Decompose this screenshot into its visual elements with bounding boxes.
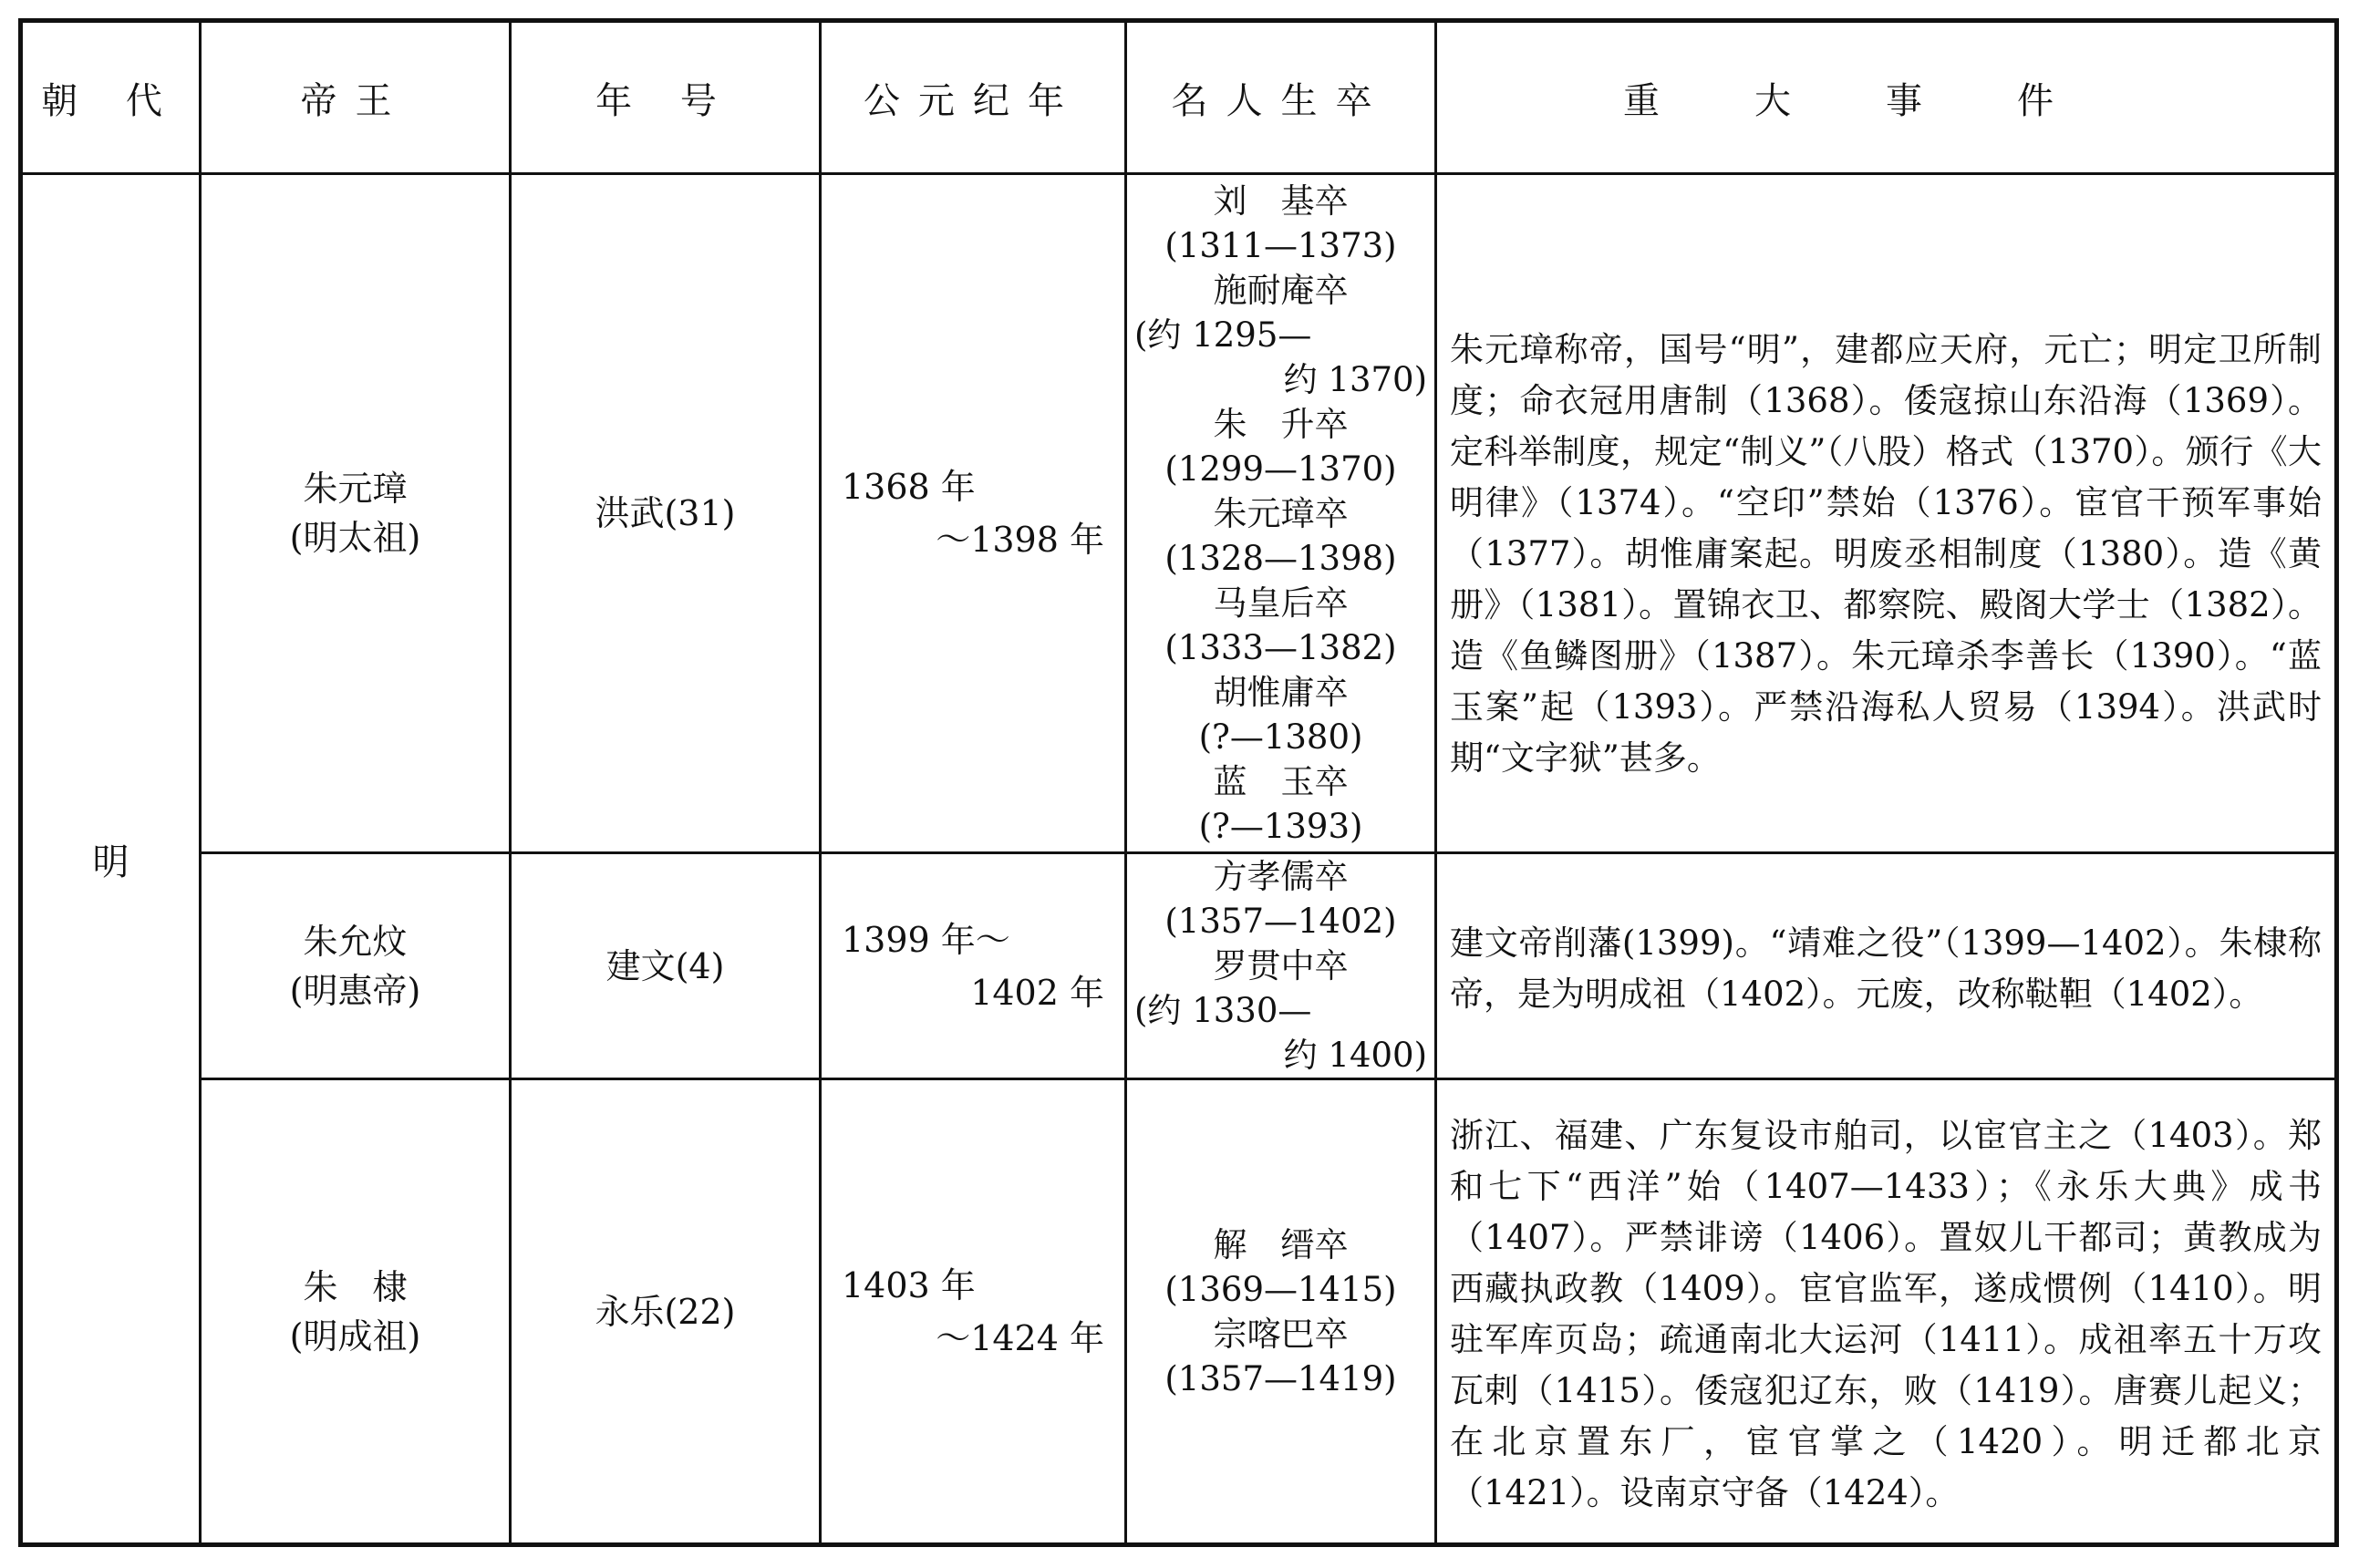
notable-line: 罗贯中卒 (1213, 946, 1349, 985)
header-years: 公元纪年 (821, 21, 1126, 174)
year-end: ～1398 年 (936, 520, 1104, 560)
year-end: ～1424 年 (936, 1317, 1104, 1358)
era-cell: 洪武(31) (511, 174, 821, 853)
table-row (21, 1079, 2337, 1545)
emperor-name: 朱元璋 (303, 469, 408, 509)
notable-line: (约 1295— (1134, 315, 1312, 355)
emperor-title: (明成祖) (289, 1315, 421, 1357)
header-dynasty: 朝 代 (21, 21, 201, 174)
table-row (21, 853, 2337, 1079)
notable-line: 刘 基卒 (1213, 181, 1349, 221)
era-cell: 永乐(22) (511, 1079, 821, 1545)
notable-line: 施耐庵卒 (1213, 270, 1349, 310)
notable-line: (1369—1415) (1164, 1269, 1397, 1309)
notable-line: 方孝儒卒 (1213, 857, 1349, 896)
notables-cell (1126, 174, 1436, 853)
events-cell: 建文帝削藩(1399)。“靖难之役”（1399—1402）。朱棣称帝，是为明成祖（1402）。元废，改称鞑靼（1402）。 (1436, 853, 2337, 1079)
notable-line: (?—1380) (1198, 717, 1363, 757)
table-row (21, 174, 2337, 853)
notable-line: 解 缙卒 (1213, 1224, 1349, 1264)
header-events: 重大事件 (1436, 21, 2337, 174)
notable-line: 宗喀巴卒 (1213, 1314, 1349, 1354)
header-row (21, 21, 2337, 174)
notable-line: 胡惟庸卒 (1213, 672, 1349, 712)
notable-line: 马皇后卒 (1213, 583, 1349, 623)
emperor-cell (201, 853, 511, 1079)
era-cell: 建文(4) (511, 853, 821, 1079)
years-cell (821, 853, 1126, 1079)
notable-line: (1311—1373) (1164, 225, 1397, 265)
header-emperor: 帝王 (201, 21, 511, 174)
notable-line: (1299—1370) (1164, 449, 1397, 489)
years-cell (821, 174, 1126, 853)
notable-line: (1357—1419) (1164, 1358, 1397, 1398)
notable-line: 朱 升卒 (1213, 404, 1349, 444)
notable-line: (?—1393) (1198, 806, 1363, 846)
dynasty-cell: 明 (21, 174, 201, 1545)
emperor-cell (201, 1079, 511, 1545)
notable-line: (1357—1402) (1164, 902, 1397, 941)
emperor-name: 朱 棣 (303, 1266, 408, 1307)
emperor-name: 朱允炆 (303, 921, 408, 962)
notable-line: 约 1400) (1283, 1036, 1427, 1075)
header-era-name: 年 号 (511, 21, 821, 174)
header-notables: 名人生卒 (1126, 21, 1436, 174)
emperor-cell (201, 174, 511, 853)
notable-line: 约 1370) (1283, 359, 1427, 399)
notables-cell (1126, 853, 1436, 1079)
year-start: 1403 年 (842, 1264, 976, 1305)
events-cell: 朱元璋称帝，国号“明”，建都应天府，元亡；明定卫所制度；命衣冠用唐制（1368）。倭寇掠山东沿海（1369）。定科举制度，规定“制义”（八股）格式（1370）。颁行《大明律》（1374）。“空印”禁始（1376）。宦官干预军事始（1377）。胡惟庸案起。明废丞相制度（1380）。造《黄册》（1381）。置锦衣卫、都察院、殿阁大学士（1382）。造《鱼鳞图册》（1387）。朱元璋杀李善长（1390）。“蓝玉案”起（1393）。严禁沿海私人贸易（1394）。洪武时期“文字狱”甚多。 (1436, 174, 2337, 853)
notable-line: (约 1330— (1134, 991, 1312, 1030)
history-table (18, 18, 2339, 1547)
events-cell: 浙江、福建、广东复设市舶司，以宦官主之（1403）。郑和七下“西洋”始（1407—1433）；《永乐大典》成书（1407）。严禁诽谤（1406）。置奴儿干都司；黄教成为西藏执政教（1409）。宦官监军，遂成惯例（1410）。明驻军库页岛；疏通南北大运河（1411）。成祖率五十万攻瓦剌（1415）。倭寇犯辽东，败（1419）。唐赛儿起义；在北京置东厂，宦官掌之（1420）。明迁都北京（1421）。设南京守备（1424）。 (1436, 1079, 2337, 1545)
years-cell (821, 1079, 1126, 1545)
notable-line: 蓝 玉卒 (1213, 761, 1349, 801)
notables-cell (1126, 1079, 1436, 1545)
notable-line: (1333—1382) (1164, 627, 1397, 667)
emperor-title: (明太祖) (289, 518, 421, 558)
emperor-title: (明惠帝) (289, 970, 421, 1011)
year-start: 1368 年 (842, 467, 976, 507)
notable-line: 朱元璋卒 (1213, 493, 1349, 533)
year-end: 1402 年 (970, 972, 1104, 1013)
year-start: 1399 年～ (842, 919, 1010, 960)
notable-line: (1328—1398) (1164, 538, 1397, 578)
